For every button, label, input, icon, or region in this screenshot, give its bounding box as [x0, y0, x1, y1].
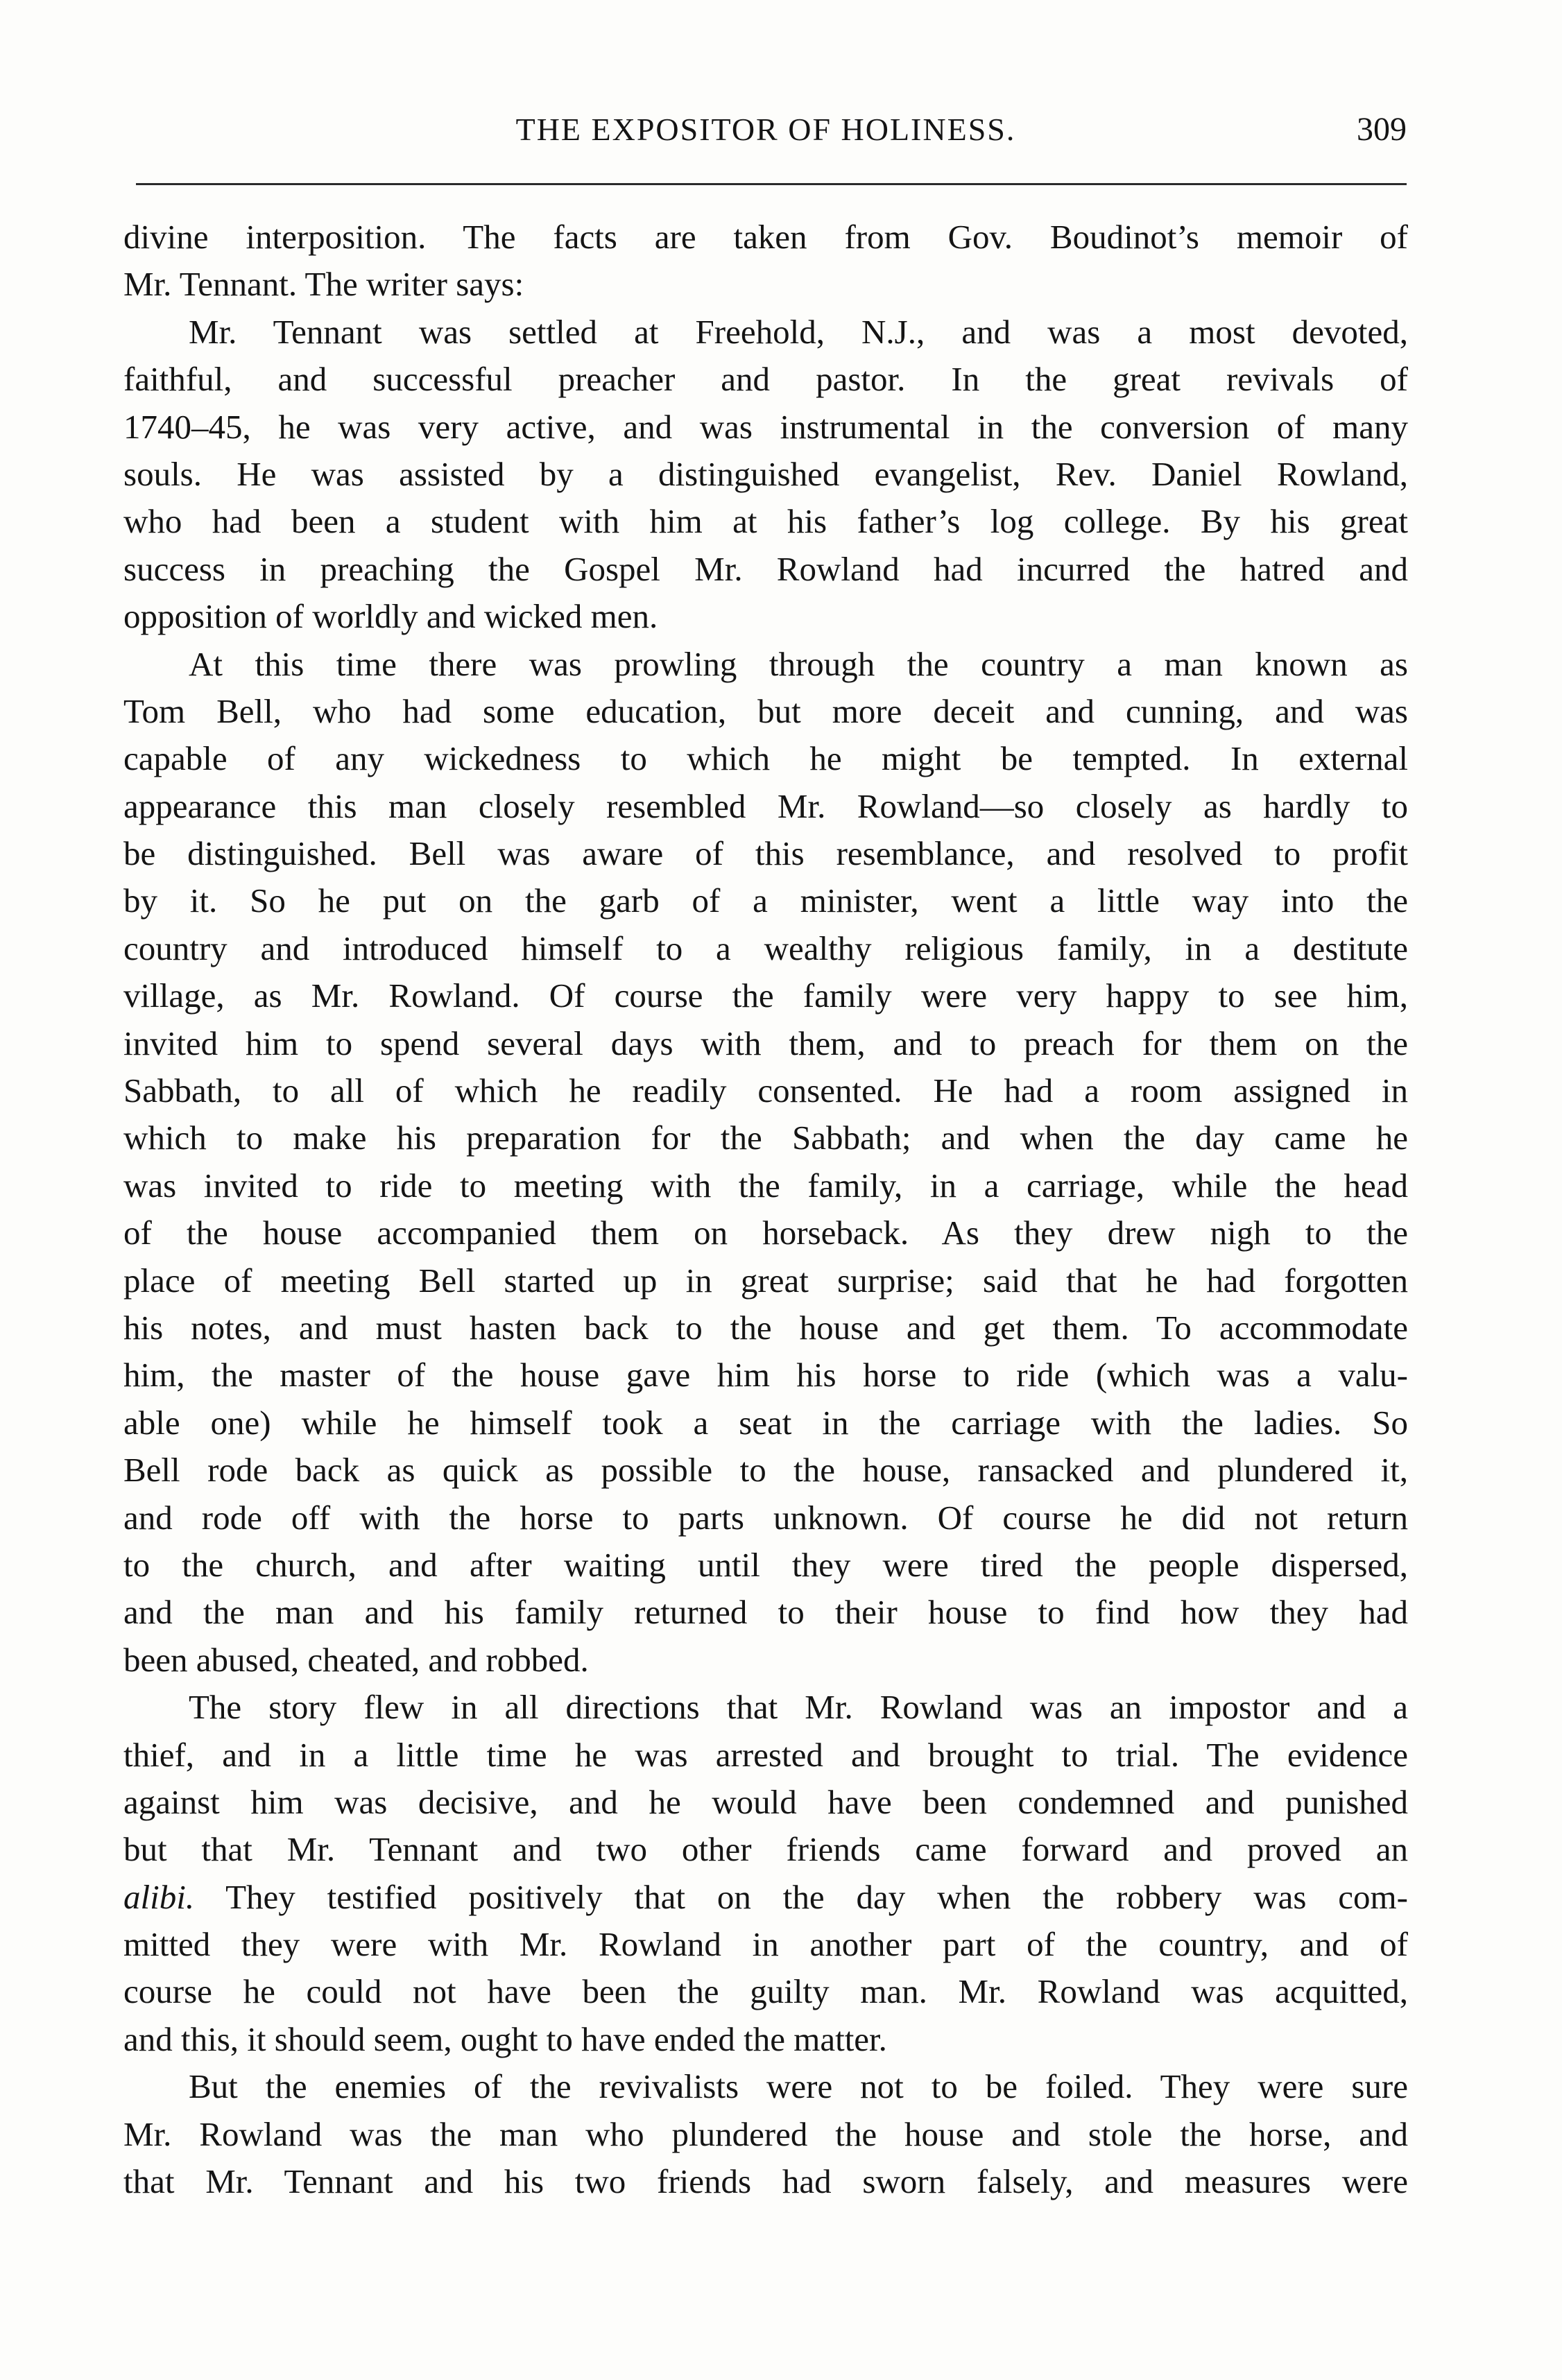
- text-line: But the enemies of the revivalists were not to be foiled. They were sure: [189, 2067, 1408, 2106]
- text-line: Mr. Rowland was the man who plundered the house and stole the horse, and: [123, 2114, 1408, 2153]
- text-line: Bell rode back as quick as possible to the house, ransacked and plundered it,: [123, 1451, 1408, 1490]
- text-line: that Mr. Tennant and his two friends had sworn falsely, and measures were: [123, 2162, 1408, 2201]
- text-line: and this, it should seem, ought to have ended the matter.: [123, 2019, 887, 2058]
- text-line: and rode off with the horse to parts unknown. Of course he did not return: [123, 1498, 1408, 1537]
- text-line: by it. So he put on the garb of a minister, went a little way into the: [123, 881, 1408, 920]
- text-line: and the man and his family returned to their house to find how they had: [123, 1593, 1408, 1632]
- text-line: course he could not have been the guilty man. Mr. Rowland was acquitted,: [123, 1972, 1408, 2011]
- text-line: was invited to ride to meeting with the family, in a carriage, while the head: [123, 1166, 1408, 1205]
- text-line: place of meeting Bell started up in great surprise; said that he had forgotten: [123, 1261, 1408, 1300]
- text-line: 1740–45, he was very active, and was instrumental in the conversion of many: [123, 407, 1408, 446]
- page-header: [123, 105, 1408, 154]
- text-line: success in preaching the Gospel Mr. Rowland had incurred the hatred and: [123, 549, 1408, 588]
- text-line: At this time there was prowling through the country a man known as: [189, 644, 1408, 683]
- text-line: souls. He was assisted by a distinguished evangelist, Rev. Daniel Rowland,: [123, 454, 1408, 493]
- text-line: of the house accompanied them on horseback. As they drew nigh to the: [123, 1214, 1408, 1252]
- body-text: [123, 214, 1408, 2205]
- text-line: who had been a student with him at his father’s log college. By his great: [123, 502, 1408, 541]
- text-line: been abused, cheated, and robbed.: [123, 1640, 589, 1679]
- text-line: Mr. Tennant was settled at Freehold, N.J., and was a most devoted,: [189, 312, 1408, 351]
- text-line: country and introduced himself to a wealthy religious family, in a destitute: [123, 929, 1408, 967]
- text-line: village, as Mr. Rowland. Of course the family were very happy to see him,: [123, 976, 1408, 1015]
- text-line: alibi. They testified positively that on the day when the robbery was com-: [123, 1877, 1408, 1916]
- text-line: thief, and in a little time he was arrested and brought to trial. The evidence: [123, 1735, 1408, 1774]
- text-line: faithful, and successful preacher and pastor. In the great revivals of: [123, 360, 1408, 399]
- text-line: his notes, and must hasten back to the house and get them. To accommodate: [123, 1308, 1408, 1347]
- text-line: which to make his preparation for the Sabbath; and when the day came he: [123, 1119, 1408, 1157]
- text-line: able one) while he himself took a seat in the carriage with the ladies. So: [123, 1403, 1408, 1442]
- text-line: appearance this man closely resembled Mr. Rowland—so closely as hardly to: [123, 786, 1408, 825]
- page-number: 309: [1357, 111, 1407, 148]
- text-line: opposition of worldly and wicked men.: [123, 597, 658, 636]
- text-line: The story flew in all directions that Mr. Rowland was an impostor and a: [189, 1688, 1408, 1727]
- text-line: Sabbath, to all of which he readily consented. He had a room assigned in: [123, 1071, 1408, 1110]
- text-line: invited him to spend several days with them, and to preach for them on the: [123, 1024, 1408, 1062]
- text-line: mitted they were with Mr. Rowland in another part of the country, and of: [123, 1925, 1408, 1964]
- italic-word: alibi.: [123, 1877, 195, 1916]
- text-line: Mr. Tennant. The writer says:: [123, 265, 524, 304]
- header-rule: [136, 183, 1407, 185]
- text-line: to the church, and after waiting until they were tired the people dispersed,: [123, 1545, 1408, 1584]
- text-line: Tom Bell, who had some education, but more deceit and cunning, and was: [123, 691, 1408, 730]
- running-title: THE EXPOSITOR OF HOLINESS.: [515, 112, 1016, 147]
- text-line: against him was decisive, and he would have been condemned and punished: [123, 1782, 1408, 1821]
- text-line: but that Mr. Tennant and two other friends came forward and proved an: [123, 1830, 1408, 1869]
- text-line: divine interposition. The facts are taken from Gov. Boudinot’s memoir of: [123, 218, 1408, 256]
- text-line: capable of any wickedness to which he might be tempted. In external: [123, 739, 1408, 778]
- text-line: be distinguished. Bell was aware of this resemblance, and resolved to profit: [123, 834, 1408, 873]
- text-line: him, the master of the house gave him his horse to ride (which was a valu-: [123, 1356, 1408, 1395]
